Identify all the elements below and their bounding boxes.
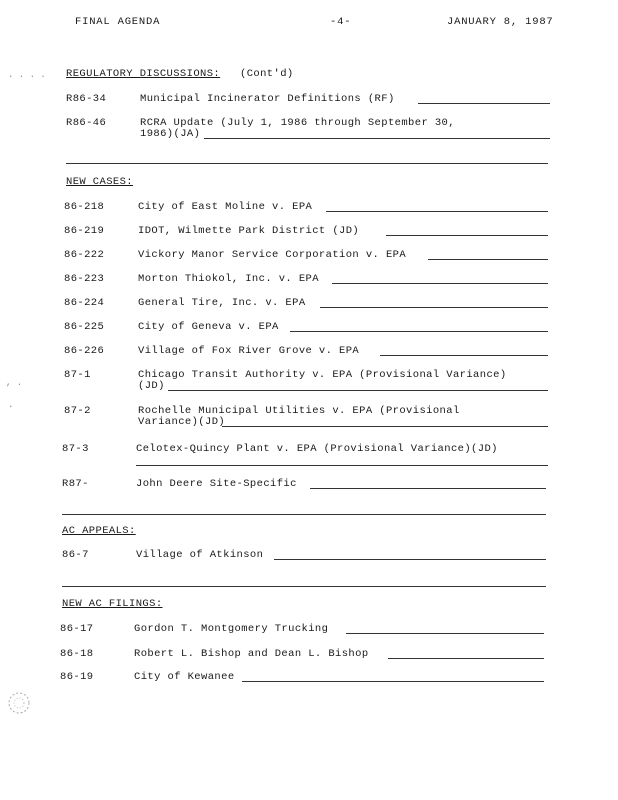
section-divider	[62, 586, 546, 587]
item-number: R86-34	[66, 93, 107, 105]
item-number: 86-18	[60, 648, 94, 660]
item-number: 86-225	[64, 321, 105, 333]
signature-line	[204, 138, 550, 139]
section-heading-suffix: (Cont'd)	[240, 68, 294, 80]
item-description: IDOT, Wilmette Park District (JD)	[138, 225, 360, 237]
item-description: City of Kewanee	[134, 671, 235, 683]
header-title: FINAL AGENDA	[75, 16, 161, 28]
item-number: 86-19	[60, 671, 94, 683]
item-description: Village of Fox River Grove v. EPA	[138, 345, 360, 357]
item-description: Village of Atkinson	[136, 549, 264, 561]
signature-line	[168, 390, 548, 391]
item-description: Celotex-Quincy Plant v. EPA (Provisional Variance)(JD)	[136, 443, 498, 455]
signature-line	[332, 283, 548, 284]
item-number: 86-226	[64, 345, 105, 357]
scan-artifact: . . . .	[8, 70, 46, 80]
section-heading-new-cases: NEW CASES:	[66, 176, 134, 188]
item-number: R87-	[62, 478, 89, 490]
item-description: Chicago Transit Authority v. EPA (Provisional Variance)	[138, 369, 507, 381]
signature-line	[346, 633, 544, 634]
item-number: 86-218	[64, 201, 105, 213]
item-number: R86-46	[66, 117, 107, 129]
item-description: Robert L. Bishop and Dean L. Bishop	[134, 648, 369, 660]
signature-line	[290, 331, 548, 332]
item-number: 87-2	[64, 405, 91, 417]
item-number: 87-1	[64, 369, 91, 381]
item-description: General Tire, Inc. v. EPA	[138, 297, 306, 309]
item-number: 87-3	[62, 443, 89, 455]
item-description: Vickory Manor Service Corporation v. EPA	[138, 249, 407, 261]
item-number: 86-17	[60, 623, 94, 635]
signature-line	[388, 658, 544, 659]
item-number: 86-7	[62, 549, 89, 561]
signature-line	[326, 211, 548, 212]
item-description: City of Geneva v. EPA	[138, 321, 279, 333]
scan-artifact: .	[8, 400, 14, 410]
item-description: Gordon T. Montgomery Trucking	[134, 623, 329, 635]
item-description: Morton Thiokol, Inc. v. EPA	[138, 273, 319, 285]
item-description: RCRA Update (July 1, 1986 through September 30,	[140, 117, 455, 129]
item-number: 86-224	[64, 297, 105, 309]
signature-line	[428, 259, 548, 260]
item-number: 86-222	[64, 249, 105, 261]
signature-line	[386, 235, 548, 236]
item-description: Rochelle Municipal Utilities v. EPA (Provisional	[138, 405, 460, 417]
signature-line	[274, 559, 546, 560]
item-number: 86-223	[64, 273, 105, 285]
signature-line	[310, 488, 546, 489]
item-description-continued: 1986)(JA)	[140, 128, 201, 140]
signature-line	[380, 355, 548, 356]
section-title: REGULATORY DISCUSSIONS:	[66, 68, 221, 80]
item-description-continued: (JD)	[138, 380, 165, 392]
item-description: City of East Moline v. EPA	[138, 201, 313, 213]
signature-line	[320, 307, 548, 308]
section-divider	[62, 514, 546, 515]
page-number: -4-	[330, 16, 352, 28]
section-heading-ac-appeals: AC APPEALS:	[62, 525, 136, 537]
signature-line	[222, 426, 548, 427]
item-description-continued: Variance)(JD)	[138, 416, 226, 428]
section-heading-regulatory	[66, 68, 220, 80]
header-date: JANUARY 8, 1987	[447, 16, 554, 28]
item-description: John Deere Site-Specific	[136, 478, 297, 490]
item-number: 86-219	[64, 225, 105, 237]
scan-stamp-artifact	[6, 688, 32, 718]
item-description: Municipal Incinerator Definitions (RF)	[140, 93, 395, 105]
signature-line	[136, 465, 548, 466]
section-heading-new-ac-filings: NEW AC FILINGS:	[62, 598, 163, 610]
section-divider	[66, 163, 548, 164]
signature-line	[418, 103, 550, 104]
signature-line	[242, 681, 544, 682]
scan-artifact: , .	[6, 378, 23, 388]
